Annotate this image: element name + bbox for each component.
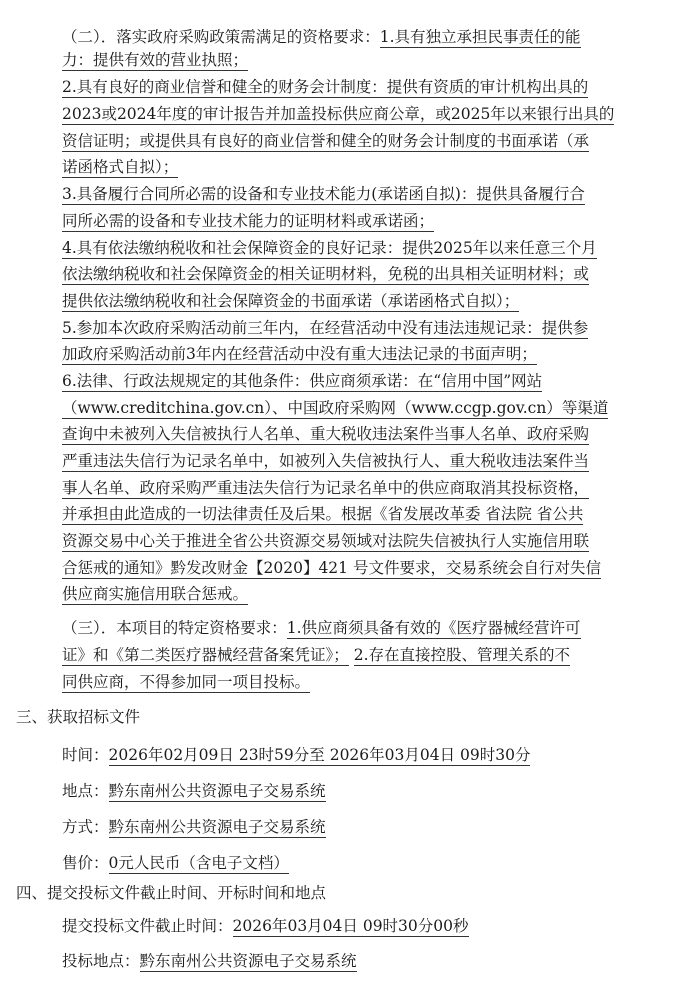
qualification-line: （www.creditchina.gov.cn）、中国政府采购网（www.ccgp.gov.cn）等渠道 [62, 399, 609, 417]
qualification-line: （二）．落实政府采购政策需满足的资格要求：1.具有独立承担民事责任的能 [62, 28, 581, 46]
qualification-line: 力：提供有效的营业执照； [62, 51, 249, 69]
qualification-line: 并承担由此造成的一切法律责任及后果。根据《省发展改革委 省法院 省公共 [62, 505, 584, 523]
qualification-line: 事人名单、政府采购严重违法失信行为记录名单中的供应商取消其投标资格， [62, 479, 590, 497]
qualification-line: 合惩戒的通知》黔发改财金【2020】421 号文件要求，交易系统会自行对失信 [62, 559, 601, 577]
qualification-line: 资信证明；或提供具有良好的商业信誉和健全的财务会计制度的书面承诺（承 [62, 132, 590, 150]
qualification-line: 依法缴纳税收和社会保障资金的相关证明材料，免税的出具相关证明材料；或 [62, 265, 590, 283]
bid-deadline-row: 提交投标文件截止时间：2026年03月04日 09时30分00秒 [62, 917, 469, 935]
qualification-line: 3.具备履行合同所必需的设备和专业技术能力(承诺函自拟)：提供具备履行合 [62, 185, 585, 203]
qualification-line: 严重违法失信行为记录名单中，如被列入失信被执行人、重大税收违法案件当 [62, 452, 590, 470]
document-price-row: 售价：0元人民币（含电子文档） [62, 854, 289, 872]
section-heading: 三、获取招标文件 [16, 708, 141, 726]
specific-requirement-line: 同供应商，不得参加同一项目投标。 [62, 673, 311, 691]
document-place-row: 地点：黔东南州公共资源电子交易系统 [62, 782, 326, 800]
document-time-row: 时间：2026年02月09日 23时59分至 2026年03月04日 09时30分 [62, 746, 531, 764]
bid-location-row: 投标地点：黔东南州公共资源电子交易系统 [62, 952, 357, 970]
qualification-line: 提供依法缴纳税收和社会保障资金的书面承诺（承诺函格式自拟）； [62, 292, 520, 310]
qualification-line: 资源交易中心关于推进全省公共资源交易领域对法院失信被执行人实施信用联 [62, 532, 590, 550]
qualification-line: 6.法律、行政法规规定的其他条件：供应商须承诺：在“信用中国”网站 [62, 372, 543, 390]
document-method-row: 方式：黔东南州公共资源电子交易系统 [62, 818, 326, 836]
qualification-line: 供应商实施信用联合惩戒。 [62, 585, 249, 603]
specific-requirement-line: 证》和《第二类医疗器械经营备案凭证》； 2.存在直接控股、管理关系的不 [62, 646, 570, 664]
section-heading: 四、提交投标文件截止时间、开标时间和地点 [16, 884, 327, 902]
specific-requirement-line: （三）．本项目的特定资格要求：1.供应商须具备有效的《医疗器械经营许可 [62, 619, 581, 637]
qualification-line: 2.具有良好的商业信誉和健全的财务会计制度：提供有资质的审计机构出具的 [62, 78, 589, 96]
qualification-line: 诺函格式自拟）； [62, 158, 179, 176]
qualification-line: 查询中未被列入失信被执行人名单、重大税收违法案件当事人名单、政府采购 [62, 425, 590, 443]
qualification-line: 加政府采购活动前3年内在经营活动中没有重大违法记录的书面声明； [62, 345, 537, 363]
qualification-line: 同所必需的设备和专业技术能力的证明材料或承诺函； [62, 212, 435, 230]
qualification-line: 5.参加本次政府采购活动前三年内，在经营活动中没有违法违规记录：提供参 [62, 319, 589, 337]
qualification-line: 4.具有依法缴纳税收和社会保障资金的良好记录：提供2025年以来任意三个月 [62, 239, 597, 257]
qualification-line: 2023或2024年度的审计报告并加盖投标供应商公章，或2025年以来银行出具的 [62, 105, 615, 123]
